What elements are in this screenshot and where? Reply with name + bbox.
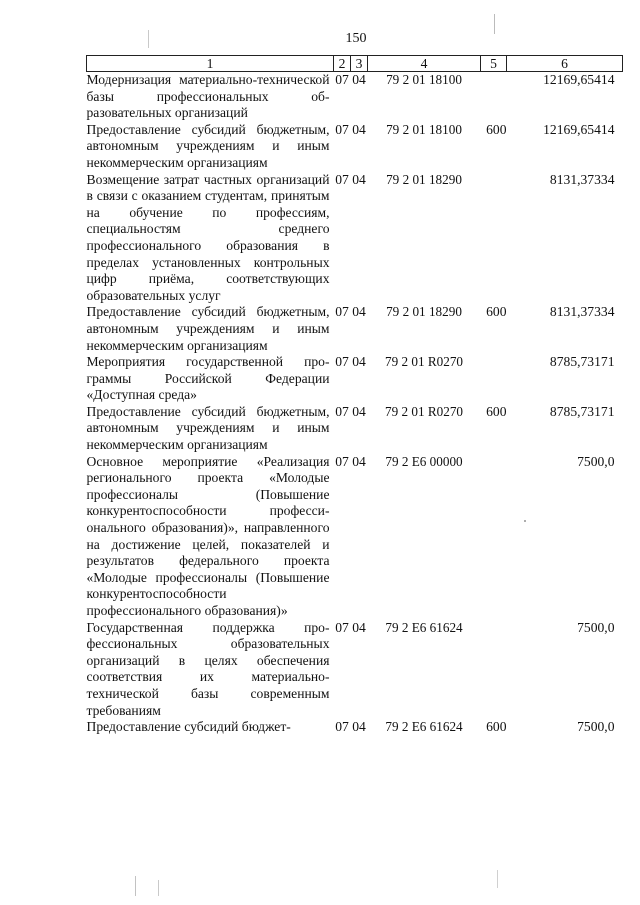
row-section-code: 07 [335, 304, 349, 320]
row-amount: 7500,0 [577, 619, 615, 635]
page-number: 150 [345, 31, 367, 46]
row-subsection-code: 04 [352, 171, 366, 187]
table-row [87, 354, 623, 404]
scan-artifact [494, 14, 495, 34]
row-expense-type [481, 172, 507, 305]
scan-artifact [148, 30, 149, 48]
table-row [87, 172, 623, 305]
row-expense-type [481, 354, 507, 404]
row-name: Предоставление субсидий бюджетным, автономным учреждениям и иным некоммерческим организациям [86, 121, 330, 170]
scan-artifact [158, 880, 159, 896]
row-amount: 12169,65414 [543, 72, 615, 87]
row-name: Основное мероприятие «Реализация регионального проекта «Молодые профессионалы (Повышение конкурентоспособности профессионального образования)», направленного на достижение целей, показателей и результатов федерального проекта «Молодые профессионалы (Повышение конкурентоспособности профессионального образования)» [86, 453, 330, 618]
row-section-code: 07 [335, 619, 349, 635]
row-expense-type: 600 [486, 403, 507, 419]
row-amount: 7500,0 [577, 453, 615, 469]
row-amount: 7500,0 [577, 719, 615, 735]
row-name: Предоставление субсидий бюджет- [86, 719, 291, 735]
header-col-5: 5 [481, 56, 507, 72]
row-target-article: 79 2 Е6 61624 [385, 719, 463, 735]
table-row [87, 72, 623, 122]
row-expense-type [481, 72, 507, 122]
row-section-code: 07 [335, 354, 349, 370]
row-target-article: 79 2 01 R0270 [384, 403, 464, 419]
table-row [87, 404, 623, 454]
table-row [87, 620, 623, 720]
scan-artifact [497, 870, 498, 888]
header-row [87, 56, 623, 72]
scan-artifact [524, 520, 526, 522]
row-amount: 8131,37334 [549, 171, 615, 187]
row-section-code: 07 [335, 121, 349, 137]
table-row [87, 454, 623, 620]
row-target-article: 79 2 01 18290 [386, 304, 462, 320]
row-expense-type [481, 454, 507, 620]
table-body [87, 72, 623, 736]
row-name: Мероприятия государственной программы Российской Федерации «Доступная среда» [86, 354, 330, 403]
row-subsection-code: 04 [352, 121, 366, 137]
row-subsection-code: 04 [352, 354, 366, 370]
row-expense-type: 600 [486, 304, 507, 320]
scan-artifact [135, 876, 136, 896]
header-col-3: 3 [351, 56, 368, 72]
row-expense-type: 600 [486, 719, 507, 735]
row-section-code: 07 [335, 72, 349, 87]
table-row [87, 122, 623, 172]
row-target-article: 79 2 01 R0270 [384, 354, 464, 370]
row-name: Государственная поддержка профессиональных образовательных организаций в целях обеспечения соответствия их материально-технической базы современным требованиям [86, 619, 330, 718]
row-subsection-code: 04 [352, 304, 366, 320]
row-subsection-code: 04 [352, 453, 366, 469]
row-name: Возмещение затрат частных организаций в связи с оказанием студентам, принятым на обучение по профессиям, специальностям среднего профессионального образования в пределах установленных контрольных цифр приёма, соответствующих образовательных услуг [86, 171, 330, 303]
row-target-article: 79 2 01 18290 [386, 171, 462, 187]
row-expense-type: 600 [486, 121, 507, 137]
row-amount: 12169,65414 [543, 121, 615, 137]
table-header [87, 56, 623, 72]
header-col-4: 4 [368, 56, 481, 72]
row-name: Модернизация материально-технической базы профессиональных образовательных организаций [86, 72, 330, 121]
row-amount: 8785,73171 [549, 403, 615, 419]
budget-table [86, 55, 623, 736]
row-target-article: 79 2 Е6 00000 [385, 453, 463, 469]
row-target-article: 79 2 Е6 61624 [385, 619, 463, 635]
row-name: Предоставление субсидий бюджетным, автономным учреждениям и иным некоммерческим организациям [86, 403, 330, 453]
row-section-code: 07 [335, 453, 349, 469]
row-subsection-code: 04 [352, 403, 366, 419]
row-amount: 8785,73171 [549, 354, 615, 370]
header-col-6: 6 [507, 56, 623, 72]
row-section-code: 07 [335, 403, 349, 419]
row-section-code: 07 [335, 719, 349, 735]
row-amount: 8131,37334 [549, 304, 615, 320]
row-subsection-code: 04 [352, 72, 366, 87]
table-row [87, 304, 623, 354]
row-subsection-code: 04 [352, 719, 366, 735]
row-target-article: 79 2 01 18100 [386, 121, 462, 137]
header-col-1: 1 [87, 56, 334, 72]
row-target-article: 79 2 01 18100 [386, 72, 462, 87]
header-col-2: 2 [334, 56, 351, 72]
row-name: Предоставление субсидий бюджетным, автономным учреждениям и иным некоммерческим организациям [86, 304, 330, 353]
row-section-code: 07 [335, 171, 349, 187]
table-row [87, 719, 623, 736]
row-subsection-code: 04 [352, 619, 366, 635]
row-expense-type [481, 620, 507, 720]
